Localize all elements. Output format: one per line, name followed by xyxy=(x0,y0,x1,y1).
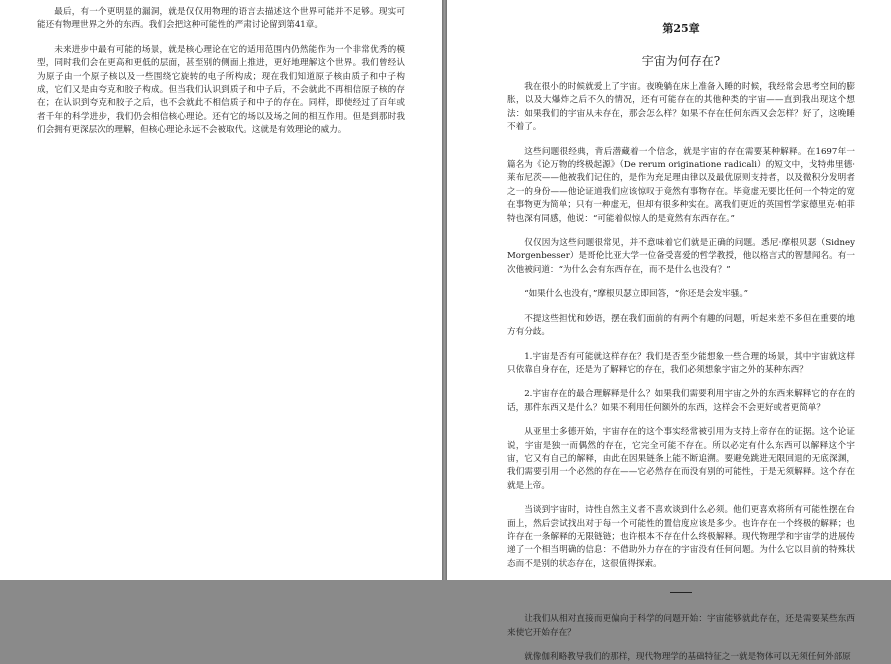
right-page xyxy=(447,0,891,662)
right-paragraph-1: 我在很小的时候就爱上了宇宙。夜晚躺在床上准备入睡的时候，我经常会思考空间的膨胀，以及大爆炸之后不久的情况，还有可能存在的其他种类的宇宙——直到我出现这个想法：如果我们的宇宙从未存在，那会怎么样？如果不存在任何东西又会怎样？好了，这晚睡不着了。 xyxy=(507,82,855,133)
right-paragraph-6: 1.宇宙是否有可能就这样存在？我们是否至少能想象一些合理的场景，其中宇宙就这样只依靠自身存在，还是为了解释它的存在，我们必须想象宇宙之外的某种东西？ xyxy=(507,351,855,375)
right-paragraph-5: 不提这些担忧和妙语，摆在我们面前的有两个有趣的问题，听起来差不多但在重要的地方有分歧。 xyxy=(507,313,855,338)
right-paragraph-2: 这些问题很经典，背后潜藏着一个信念，就是宇宙的存在需要某种解释。在1697年一篇名为《论万物的终极起源》（De rerum originatione radicali）的短文中，戈特弗里德·莱布尼茨——他被我们记住的，是作为充足理由律以及最优原则支持者，以及微积分发明者之一的身份——他论证道我们应该惊叹于竟然有事物存在。毕竟虚无要比任何一个特定的宽在事物更为简单；只有一种虚无，但却有很多种实在。离我们更近的英国哲学家德里克·帕菲特也深有同感，他说：“可能着似惊人的是竟然有东西存在。” xyxy=(507,146,855,224)
chapter-number: 第25章 xyxy=(662,22,700,35)
right-paragraph-9: 当谈到宇宙时，诗性自然主义者不喜欢谈到什么必须。他们更喜欢将所有可能性摆在台面上，然后尝试找出对于每一个可能性的置信度应该是多少。也许存在一个终极的解释；也许存在一条解释的无限链链；也许根本不存在什么终极解释。现代物理学和宇宙学的进展传递了一个相当明确的信息：不借助外力存在的宇宙没有任何问题。为什么它以目前的特殊状态而不是别的状态存在，这很值得探索。 xyxy=(507,505,855,569)
right-paragraph-10: 让我们从相对直接而更偏向于科学的问题开始：宇宙能够就此存在，还是需要某些东西来使它开始存在？ xyxy=(507,614,855,638)
right-paragraph-11: 就像伽利略教导我们的那样，现代物理学的基础特征之一就是物体可以无须任何外部原 xyxy=(524,652,851,662)
section-separator xyxy=(507,582,855,601)
right-paragraph-8: 从亚里士多德开始，宇宙存在的这个事实经常被引用为支持上帝存在的证据。这个论证说，宇宙是独一而偶然的存在，它完全可能不存在。所以必定有什么东西可以解释这个宇宙，它又有自己的解释，由此在因果链条上能不断追溯。要避免跳进无限回退的无底深渊，我们需要引用一个必然的存在——它必然存在而没有别的可能性，于是无须解释。这个存在就是上帝。 xyxy=(507,427,855,491)
left-paragraph-2: 未来进步中最有可能的场景，就是核心理论在它的适用范围内仍然能作为一个非常优秀的模型，同时我们会在更高和更低的层面，甚至别的侧面上推进，更好地理解这个世界。我们曾经认为原子由一个原子核以及一些围绕它旋转的电子所构成；现在我们知道原子核由质子和中子构成，它们又是由夸克和胶子构成。但当我们认识到质子和中子后，不会就此不再相信原子核的存在；在认识到夸克和胶子之后，也不会就此不相信质子和中子的存在。同样，即使经过了百年或者千年的科学进步，我们仍会相信核心理论。还有它的场以及场之间的相互作用。但是到那时我们会拥有更深层次的理解，但核心理论永远不会被取代。这就是有效理论的威力。 xyxy=(37,44,405,136)
left-page xyxy=(0,0,442,580)
right-paragraph-4: “如果什么也没有，”摩根贝瑟立即回答，“你还是会发牢骚。” xyxy=(524,289,749,300)
chapter-title: 宇宙为何存在? xyxy=(641,54,721,68)
right-paragraph-7: 2.宇宙存在的最合理解释是什么？如果我们需要利用宇宙之外的东西来解释它的存在的话，那件东西又是什么？如果不利用任何额外的东西，这样会不会更好或者更简单？ xyxy=(507,389,855,413)
right-paragraph-3: 仅仅因为这些问题很常见，并不意味着它们就是正确的问题。悉尼·摩根贝瑟（Sidney Morgenbesser）是哥伦比亚大学一位备受喜爱的哲学教授，他以格言式的智慧闻名。有一次他被问道：“为什么会有东西存在，而不是什么也没有？” xyxy=(507,238,855,275)
left-paragraph-1: 最后，有一个更明显的漏洞，就是仅仅用物理的语言去描述这个世界可能并不足够。现实可能还有物理世界之外的东西。我们会把这种可能性的严肃讨论留到第41章。 xyxy=(37,7,405,31)
